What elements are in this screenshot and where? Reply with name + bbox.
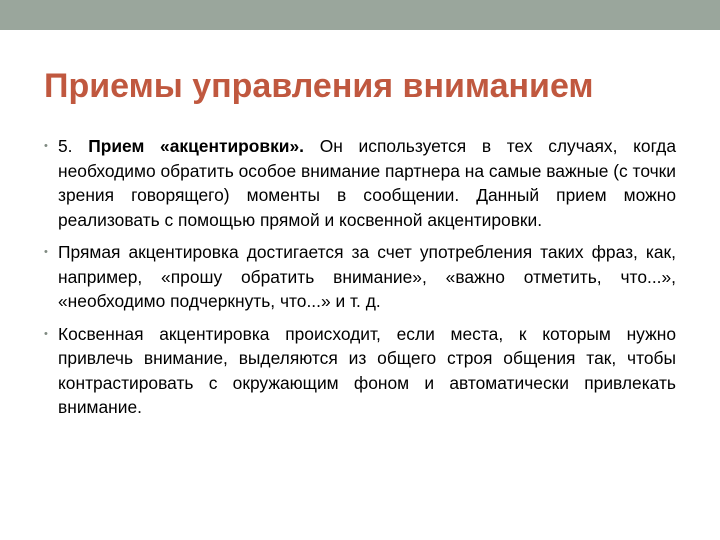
- bullet-dot-icon: •: [44, 140, 48, 152]
- top-accent-bar: [0, 0, 720, 30]
- bullet-dot-icon: •: [44, 327, 48, 340]
- bullet-item: [44, 240, 676, 314]
- bullet-text: Косвенная акцентировка происходит, если места, к которым нужно привлечь внимание, выделяются из общего строя общения так, чтобы контрастировать с окружающим фоном и автоматически привлекать внимание.: [58, 323, 676, 417]
- bullet-text: Он используется в тех случаях, когда необходимо обратить особое внимание партнера на самые важные (с точки зрения говорящего) моменты в сообщении. Данный прием можно реализовать с помощью прямой и косвенной акцентировки.: [58, 136, 676, 230]
- bullet-text: Прямая акцентировка достигается за счет употребления таких фраз, как, например, «прошу обратить внимание», «важно отметить, что...», «необходимо подчеркнуть, что...» и т. д.: [58, 242, 676, 311]
- slide-title: Приемы управления вниманием: [44, 67, 594, 105]
- bullet-dot-icon: •: [44, 246, 48, 258]
- bullet-item: [44, 134, 676, 232]
- bullet-heading: Прием «акцентировки».: [88, 136, 304, 156]
- bullet-item: [44, 322, 676, 420]
- bullet-list: [44, 134, 676, 428]
- bullet-number: 5.: [58, 136, 89, 156]
